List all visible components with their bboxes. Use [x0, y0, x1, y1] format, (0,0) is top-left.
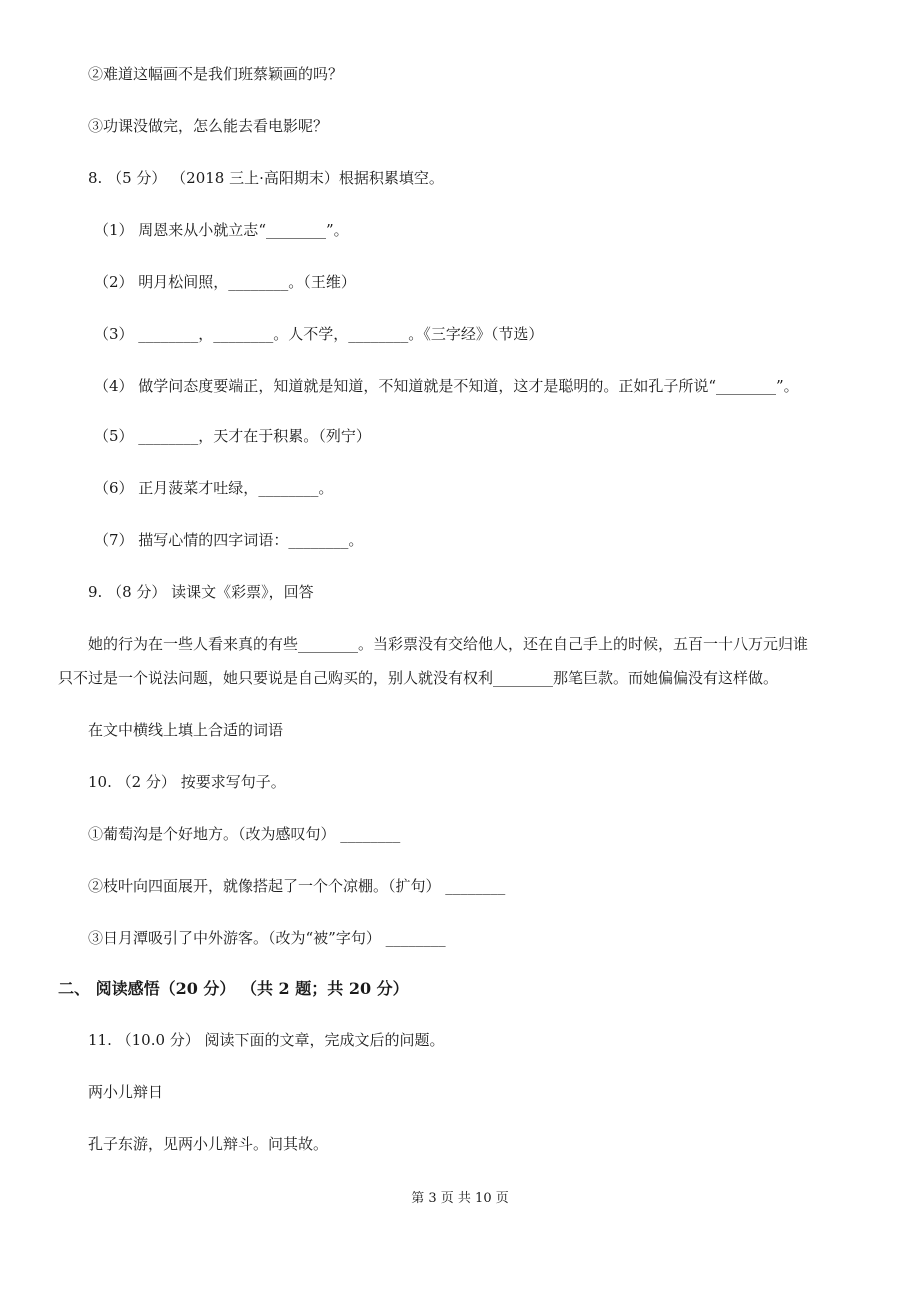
text-line: （2） 明月松间照，________。（王维）: [94, 273, 356, 291]
text-line: ③功课没做完，怎么能去看电影呢？: [88, 117, 329, 135]
text-line: （4） 做学问态度要端正，知道就是知道，不知道就是不知道，这才是聪明的。正如孔子所说“________”。: [94, 377, 799, 395]
text-line: ③日月潭吸引了中外游客。（改为“被”字句） ________: [88, 929, 446, 947]
text-line: 她的行为在一些人看来真的有些________。当彩票没有交给他人，还在自己手上的时候，五百一十八万元归谁: [88, 635, 809, 653]
text-line: （1） 周恩来从小就立志“________”。: [94, 221, 349, 239]
page-footer: 第 3 页 共 10 页: [411, 1191, 509, 1206]
section-heading: 二、 阅读感悟（20 分） （共 2 题；共 20 分）: [58, 979, 409, 998]
text-line: （7） 描写心情的四字词语：________。: [94, 531, 364, 549]
text-line: ②难道这幅画不是我们班蔡颖画的吗？: [88, 65, 344, 83]
passage-title: 两小儿辩日: [88, 1083, 164, 1101]
text-line: 在文中横线上填上合适的词语: [88, 721, 284, 739]
text-line: （6） 正月菠菜才吐绿，________。: [94, 479, 334, 497]
text-line: （3） ________，________。人不学，________。《三字经》（节选）: [94, 325, 544, 343]
text-line: 孔子东游，见两小儿辩斗。问其故。: [88, 1135, 329, 1153]
text-line: ①葡萄沟是个好地方。（改为感叹句） ________: [88, 825, 401, 843]
question-header: 9. （8 分） 读课文《彩票》，回答: [88, 583, 314, 601]
text-line: ②枝叶向四面展开，就像搭起了一个个凉棚。（扩句） ________: [88, 877, 506, 895]
question-header: 10. （2 分） 按要求写句子。: [88, 773, 286, 791]
question-header: 8. （5 分） （2018 三上·高阳期末）根据积累填空。: [88, 169, 444, 187]
question-header: 11. （10.0 分） 阅读下面的文章，完成文后的问题。: [88, 1031, 445, 1049]
text-line: （5） ________，天才在于积累。（列宁）: [94, 427, 371, 445]
text-line: 只不过是一个说法问题，她只要说是自己购买的，别人就没有权利________那笔巨款。而她偏偏没有这样做。: [58, 669, 779, 687]
